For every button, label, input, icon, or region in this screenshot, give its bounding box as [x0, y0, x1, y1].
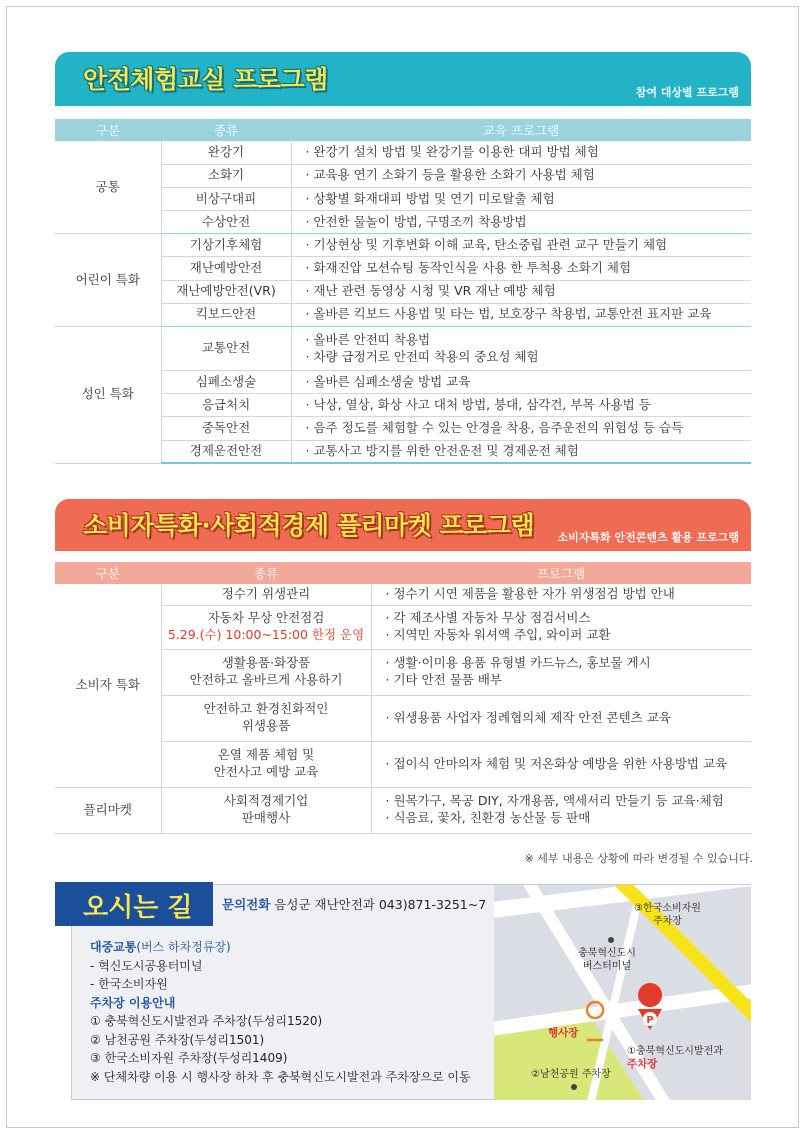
- desc-line: · 올바른 안전띠 착용법: [305, 331, 431, 347]
- header-row: [55, 119, 751, 141]
- transit-item: - 혁신도시공용터미널: [90, 958, 203, 973]
- map-label-line: 주차장: [652, 916, 682, 927]
- type-line: 사회적경제기업: [223, 793, 309, 809]
- contact-label: 문의전화: [222, 897, 271, 912]
- parking-pin-letter: P: [646, 1015, 654, 1026]
- transit-sub: (버스 하차정류장): [136, 940, 231, 954]
- desc-line: · 원목가구, 목공 DIY, 자개용품, 액세서리 만들기 등 교육·체험: [385, 793, 724, 809]
- type-schedule: 5.29.(수) 10:00~15:00 한정 운영: [167, 627, 365, 642]
- column-header: 프로그램: [371, 562, 751, 584]
- section1-header: [55, 52, 751, 106]
- type-cell: [161, 584, 371, 605]
- section2-header: [55, 499, 751, 551]
- park-dot: [571, 1084, 577, 1090]
- desc-line: · 완강기 설치 방법 및 완강기를 이용한 대피 방법 체험: [305, 143, 599, 159]
- type-line: 안전하고 환경친화적인: [203, 701, 329, 717]
- map-label-kca: [634, 902, 701, 928]
- type-cell: [161, 605, 371, 649]
- type-cell: 수상안전: [161, 211, 291, 234]
- desc-cell: [291, 280, 751, 303]
- table-row: [55, 787, 751, 833]
- type-line: 위생용품: [241, 718, 291, 733]
- type-line: 자동차 무상 안전점검: [207, 610, 325, 626]
- type-line: 정수기 위생관리: [221, 585, 311, 601]
- type-line: 생활용품·화장품: [221, 655, 311, 671]
- parking-item: ③ 한국소비자원 주차장(두성리1409): [90, 1051, 288, 1065]
- desc-cell: [371, 649, 751, 695]
- desc-cell: [291, 303, 751, 326]
- change-note: ※ 세부 내용은 상황에 따라 변경될 수 있습니다.: [524, 852, 753, 865]
- directions-list: [90, 938, 471, 1086]
- desc-cell: [291, 371, 751, 394]
- desc-cell: [291, 417, 751, 440]
- group-cell: 공통: [55, 141, 161, 234]
- desc-line: · 올바른 심폐소생술 방법 교육: [305, 373, 471, 389]
- table-row: [55, 234, 751, 257]
- map-label-line: 주차장: [627, 1058, 658, 1070]
- type-cell: [161, 649, 371, 695]
- desc-cell: [371, 605, 751, 649]
- terminal-dot: [608, 937, 614, 943]
- desc-line: · 생활·이미용 용품 유형별 카드뉴스, 홍보물 게시: [385, 655, 651, 671]
- type-cell: 응급처치: [161, 394, 291, 417]
- type-cell: 경제운전안전: [161, 440, 291, 463]
- desc-line: · 각 제조사별 자동차 무상 점검서비스: [385, 610, 591, 626]
- column-header: 교육 프로그램: [291, 119, 751, 141]
- desc-cell: [291, 234, 751, 257]
- map-label-terminal: [578, 947, 636, 973]
- group-cell: 플리마켓: [55, 787, 161, 833]
- desc-line: · 기타 안전 물품 배부: [385, 672, 502, 687]
- desc-cell: [291, 141, 751, 164]
- transit-label: 대중교통: [90, 940, 137, 954]
- type-cell: 기상기후체험: [161, 234, 291, 257]
- type-cell: 재난예방안전: [161, 257, 291, 280]
- type-cell: [161, 695, 371, 741]
- type-cell: 중독안전: [161, 417, 291, 440]
- section1-subtitle: 참여 대상별 프로그램: [635, 86, 739, 99]
- desc-cell: [371, 741, 751, 787]
- type-line: 판매행사: [241, 810, 291, 825]
- contact-line: [222, 895, 486, 913]
- column-header: 구분: [55, 562, 161, 584]
- desc-cell: [291, 394, 751, 417]
- table-row: [55, 141, 751, 164]
- desc-line: · 차량 급정거로 안전띠 착용의 중요성 체험: [305, 348, 539, 364]
- type-line: 온열 제품 체험 및: [217, 747, 315, 763]
- directions-title-badge: [55, 882, 213, 926]
- safety-program-table: [55, 119, 751, 464]
- desc-line: · 상황별 화재대피 방법 및 연기 미로탈출 체험: [305, 190, 555, 206]
- type-line: 안전사고 예방 교육: [213, 764, 319, 779]
- desc-cell: [291, 257, 751, 280]
- map-label-line: ①충북혁신도시발전과: [627, 1046, 723, 1057]
- map-label-parking1: [627, 1045, 723, 1071]
- table-row: [55, 584, 751, 605]
- desc-cell: [371, 584, 751, 605]
- parking-label: 주차장 이용안내: [90, 995, 176, 1010]
- column-header: 구분: [55, 119, 161, 141]
- desc-line: · 지역민 자동차 워셔액 주입, 와이퍼 교환: [385, 627, 611, 642]
- type-cell: [161, 787, 371, 833]
- desc-line: · 기상현상 및 기후변화 이해 교육, 탄소중립 관련 교구 만들기 체험: [305, 236, 668, 252]
- type-cell: 교통안전: [161, 327, 291, 371]
- transit-item: - 한국소비자원: [90, 977, 168, 991]
- map-label-park: ②남천공원 주차장: [531, 1069, 611, 1080]
- type-cell: [161, 741, 371, 787]
- desc-line: · 재난 관련 동영상 시청 및 VR 재난 예방 체험: [305, 283, 556, 299]
- map-label-line: ③한국소비자원: [634, 903, 701, 914]
- column-header: 종류: [161, 562, 371, 584]
- desc-cell: [291, 327, 751, 371]
- parking-item: ② 남천공원 주차장(두성리1501): [90, 1032, 265, 1047]
- desc-line: · 정수기 시연 제품을 활용한 자가 위생점검 방법 안내: [385, 585, 675, 601]
- group-cell: 소비자 특화: [55, 584, 161, 787]
- location-map: [494, 885, 751, 1100]
- section2-title: 소비자특화·사회적경제 플리마켓 프로그램: [83, 511, 535, 540]
- group-cell: 성인 특화: [55, 327, 161, 464]
- type-cell: 심폐소생술: [161, 371, 291, 394]
- group-cell: 어린이 특화: [55, 234, 161, 327]
- desc-line: · 음주 정도를 체험할 수 있는 안경을 착용, 음주운전의 위험성 등 습득: [305, 420, 684, 436]
- desc-line: · 올바른 킥보드 사용법 및 타는 법, 보호장구 착용법, 교통안전 표지판 교육: [305, 306, 712, 322]
- desc-line: · 위생용품 사업자 정례협의체 제작 안전 콘텐츠 교육: [385, 709, 671, 725]
- type-cell: 소화기: [161, 164, 291, 187]
- table-row: [55, 327, 751, 371]
- desc-line: · 안전한 물놀이 방법, 구명조끼 착용방법: [305, 213, 527, 229]
- column-header: 종류: [161, 119, 291, 141]
- directions-title: 오시는 길: [83, 893, 193, 923]
- map-label-venue: 행사장: [548, 1027, 579, 1039]
- desc-line: · 낙상, 열상, 화상 사고 대처 방법, 붕대, 삼각건, 부목 사용법 등: [305, 396, 651, 412]
- header-row: [55, 562, 751, 584]
- desc-line: · 교육용 연기 소화기 등을 활용한 소화기 사용법 체험: [305, 167, 595, 183]
- section2-subtitle: 소비자특화 안전콘텐츠 활용 프로그램: [557, 531, 739, 544]
- desc-line: · 교통사고 방지를 위한 안전운전 및 경제운전 체험: [305, 442, 579, 458]
- type-line: 안전하고 올바르게 사용하기: [189, 672, 343, 687]
- type-cell: 비상구대피: [161, 187, 291, 210]
- desc-line: · 식음료, 꽃차, 친환경 농산물 등 판매: [385, 810, 591, 825]
- parking-item: ① 충북혁신도시발전과 주차장(두성리1520): [90, 1014, 323, 1028]
- type-cell: 킥보드안전: [161, 303, 291, 326]
- type-cell: 완강기: [161, 141, 291, 164]
- desc-cell: [371, 695, 751, 741]
- desc-cell: [291, 211, 751, 234]
- section1-title: 안전체험교실 프로그램: [83, 65, 328, 94]
- consumer-program-table: [55, 562, 751, 834]
- desc-cell: [291, 164, 751, 187]
- desc-cell: [291, 440, 751, 463]
- desc-cell: [371, 787, 751, 833]
- map-label-line: 버스터미널: [582, 961, 632, 972]
- transit-heading: [90, 938, 471, 957]
- map-label-line: 충북혁신도시: [578, 948, 636, 959]
- parking-note: ※ 단체차량 이용 시 행사장 하차 후 충북혁신도시발전과 주차장으로 이동: [90, 1069, 471, 1084]
- type-cell: 재난예방안전(VR): [161, 280, 291, 303]
- contact-text: 음성군 재난안전과 043)871-3251~7: [274, 897, 487, 912]
- desc-line: · 접이식 안마의자 체험 및 저온화상 예방을 위한 사용방법 교육: [385, 755, 728, 771]
- desc-line: · 화재진압 모션슈팅 동작인식을 사용 한 투척용 소화기 체험: [305, 260, 632, 276]
- desc-cell: [291, 187, 751, 210]
